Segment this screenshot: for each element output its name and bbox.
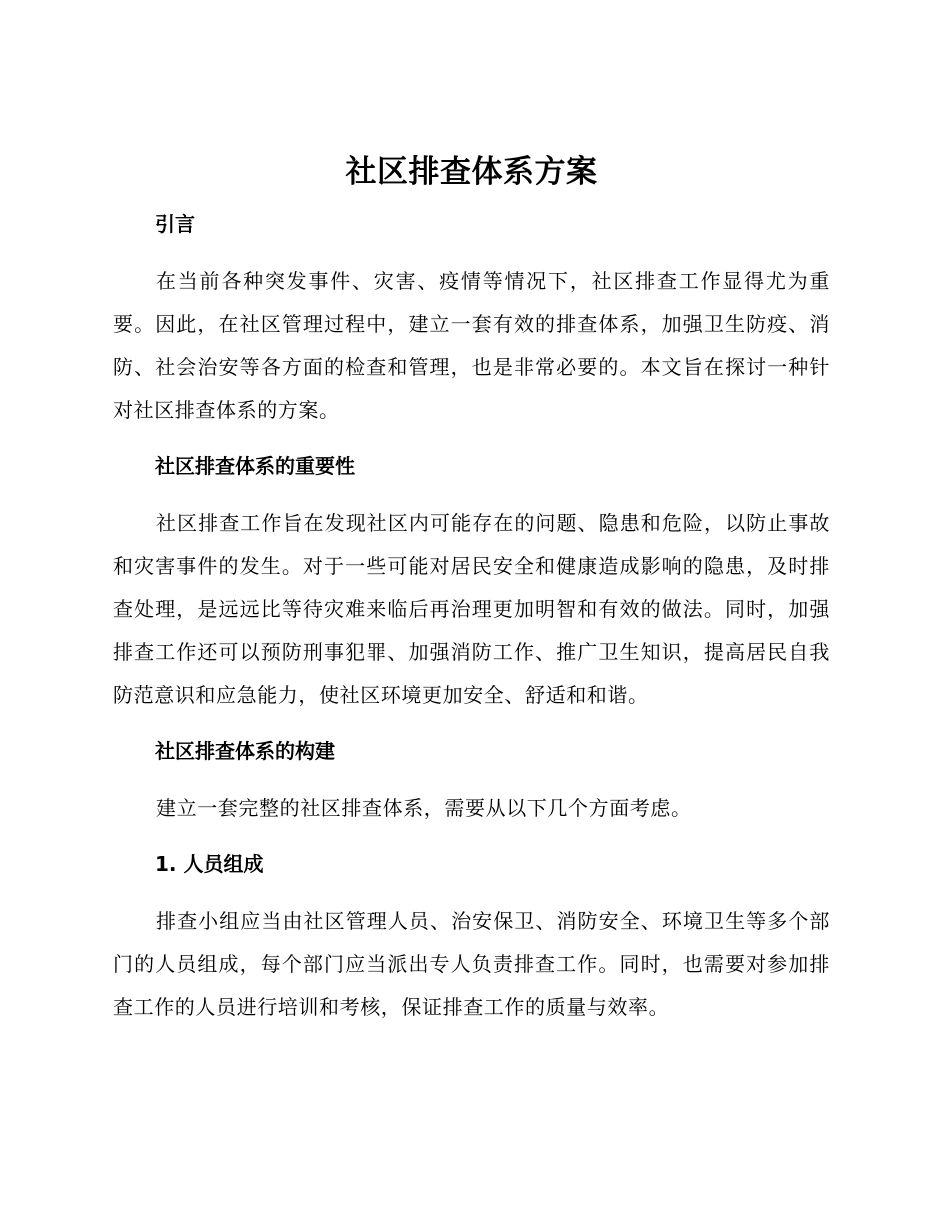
document-body [113, 150, 830, 1029]
spacer [113, 884, 830, 900]
spacer [113, 194, 830, 204]
section-heading-importance: 社区排查体系的重要性 [155, 454, 355, 478]
spacer [113, 771, 830, 787]
section-heading-personnel: 1. 人员组成 [155, 852, 264, 876]
spacer [113, 432, 830, 446]
paragraph-personnel: 排查小组应当由社区管理人员、治安保卫、消防安全、环境卫生等多个部门的人员组成，每个部门应当派出专人负责排查工作。同时，也需要对参加排查工作的人员进行培训和考核，保证排查工作的质量与效率。 [113, 909, 830, 1019]
paragraph-importance: 社区排查工作旨在发现社区内可能存在的问题、隐患和危险，以防止事故和灾害事件的发生。对于一些可能对居民安全和健康造成影响的隐患，及时排查处理，是远远比等待灾难来临后再治理更加明智和有效的做法。同时，加强排查工作还可以预防刑事犯罪、加强消防工作、推广卫生知识，提高居民自我防范意识和应急能力，使社区环境更加安全、舒适和和谐。 [113, 511, 830, 707]
spacer [113, 830, 830, 844]
paragraph-intro: 在当前各种突发事件、灾害、疫情等情况下，社区排查工作显得尤为重要。因此，在社区管理过程中，建立一套有效的排查体系，加强卫生防疫、消防、社会治安等各方面的检查和管理，也是非常必要的。本文旨在探讨一种针对社区排查体系的方案。 [113, 269, 830, 422]
spacer [113, 244, 830, 260]
section-heading-intro: 引言 [155, 212, 195, 236]
document-title: 社区排查体系方案 [345, 154, 598, 190]
spacer [113, 717, 830, 731]
paragraph-construction: 建立一套完整的社区排查体系，需要从以下几个方面考虑。 [156, 796, 692, 820]
section-heading-construction: 社区排查体系的构建 [155, 739, 335, 763]
spacer [113, 486, 830, 502]
